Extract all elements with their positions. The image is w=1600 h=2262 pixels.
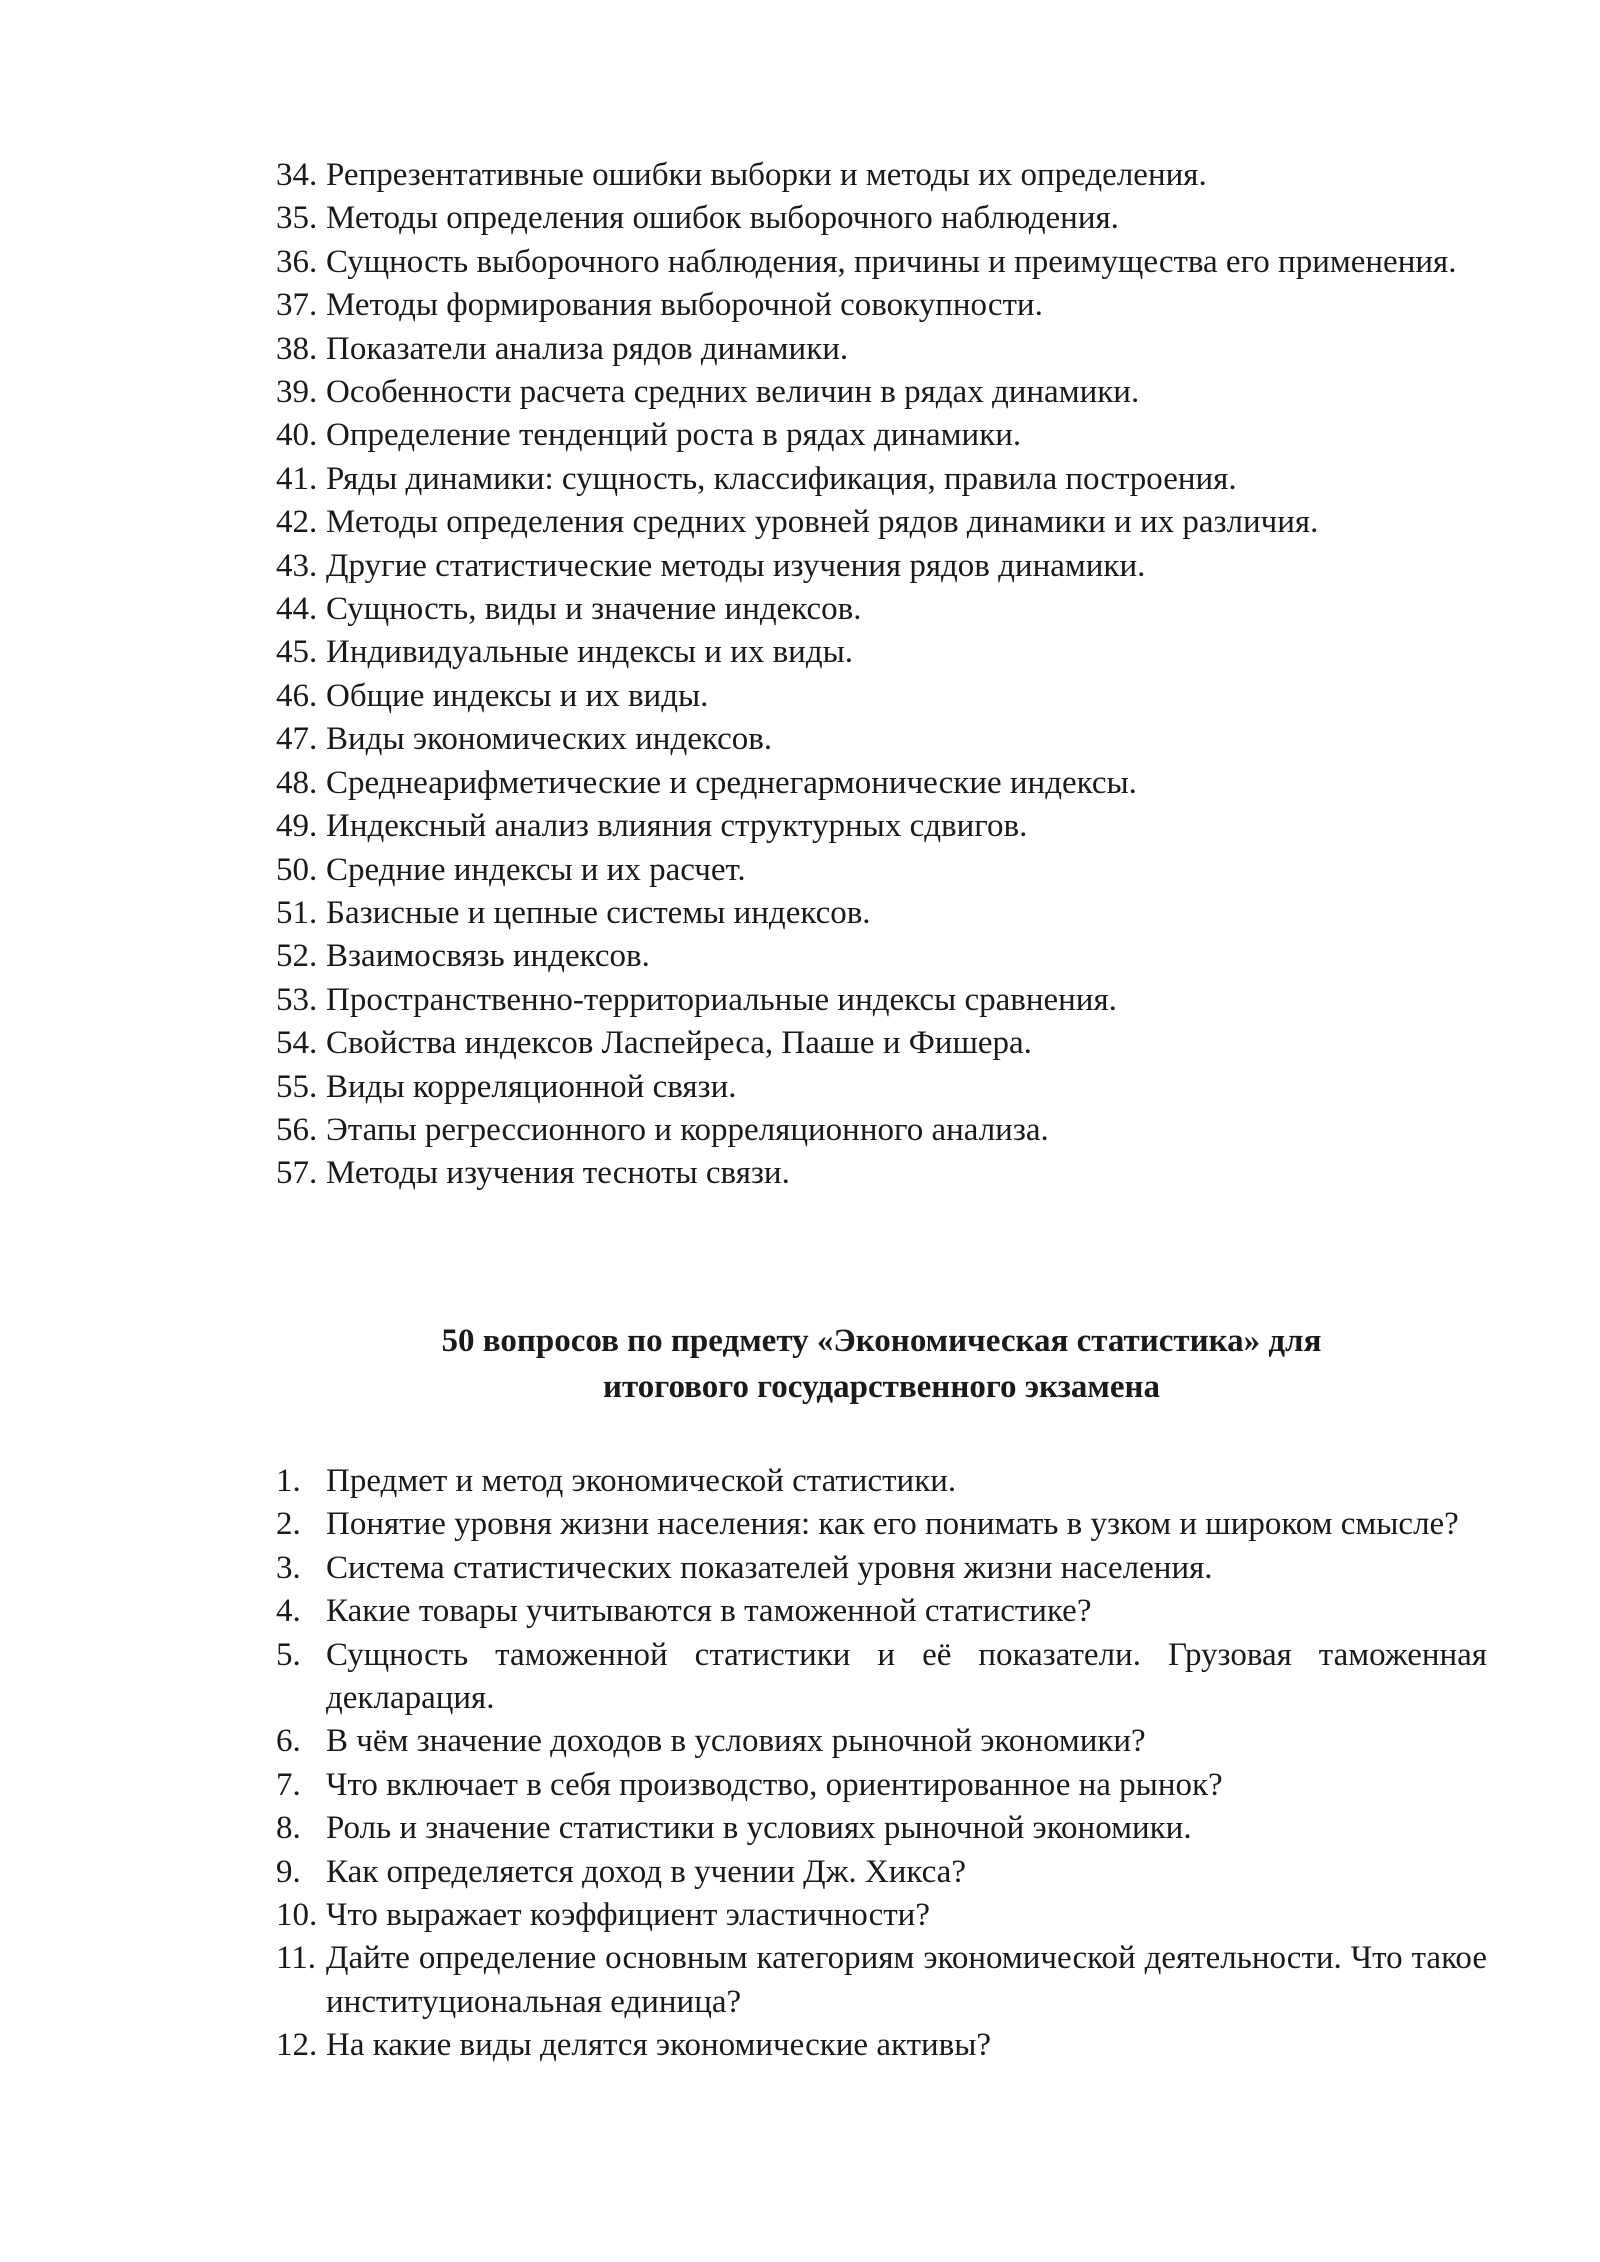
list-item-text: Что включает в себя производство, ориентированное на рынок? <box>326 1766 1223 1803</box>
list-item-text: Методы определения средних уровней рядов динамики и их различия. <box>326 504 1319 541</box>
list-item <box>276 675 1487 718</box>
list-item-number: 11. <box>276 1940 317 1977</box>
list-item-text: Сущность таможенной статистики и её показатели. Грузовая таможенная декларация. <box>326 1636 1487 1717</box>
list-item-text: Ряды динамики: сущность, классификация, правила построения. <box>326 460 1237 497</box>
list-item-text: Базисные и цепные системы индексов. <box>326 894 871 931</box>
list-item <box>276 1022 1487 1065</box>
list-item <box>276 328 1487 371</box>
list-item <box>276 1720 1487 1763</box>
list-item-text: Средние индексы и их расчет. <box>326 851 746 888</box>
list-item-text: Пространственно-территориальные индексы сравнения. <box>326 981 1117 1018</box>
list-item-number: 44. <box>276 591 318 628</box>
list-item <box>276 1937 1487 2024</box>
list-item-number: 7. <box>276 1766 301 1803</box>
list-item-number: 40. <box>276 417 318 454</box>
list-item-text: Какие товары учитываются в таможенной статистике? <box>326 1593 1092 1630</box>
list-item <box>276 762 1487 805</box>
list-item-number: 8. <box>276 1810 301 1847</box>
list-item <box>276 1066 1487 1109</box>
list-item-text: Среднеарифметические и среднегармонические индексы. <box>326 764 1137 801</box>
list-item <box>276 935 1487 978</box>
list-item-number: 50. <box>276 851 318 888</box>
list-item-text: Предмет и метод экономической статистики. <box>326 1463 957 1499</box>
question-list-statistics-theory <box>276 154 1487 1196</box>
list-item-text: Что выражает коэффициент эластичности? <box>326 1897 930 1934</box>
list-item <box>276 458 1487 501</box>
list-item <box>276 1894 1487 1937</box>
section-heading-line-1: 50 вопросов по предмету «Экономическая статистика» для <box>441 1323 1322 1359</box>
list-item-number: 49. <box>276 808 318 845</box>
list-item <box>276 2024 1487 2067</box>
list-item-number: 43. <box>276 547 318 584</box>
list-item-number: 38. <box>276 330 318 367</box>
list-item <box>276 414 1487 457</box>
question-list-economic-statistics <box>276 1460 1487 2068</box>
list-item-number: 54. <box>276 1025 318 1062</box>
list-item-text: Общие индексы и их виды. <box>326 677 709 714</box>
list-item-text: Дайте определение основным категориям экономической деятельности. Что такое институциональная единица? <box>326 1940 1487 2020</box>
list-item-text: Как определяется доход в учении Дж. Хикса? <box>326 1853 966 1890</box>
list-item-number: 48. <box>276 764 318 801</box>
list-item-number: 47. <box>276 721 318 758</box>
list-item-number: 52. <box>276 938 318 975</box>
list-item <box>276 1152 1487 1195</box>
list-item-text: Репрезентативные ошибки выборки и методы их определения. <box>326 157 1207 193</box>
list-item-number: 42. <box>276 504 318 541</box>
list-item-text: Индивидуальные индексы и их виды. <box>326 634 854 671</box>
list-item-text: Свойства индексов Ласпейреса, Пааше и Фишера. <box>326 1025 1032 1062</box>
list-item-number: 57. <box>276 1155 318 1192</box>
list-item <box>276 1590 1487 1633</box>
list-item-text: Виды экономических индексов. <box>326 721 773 758</box>
list-item-number: 1. <box>276 1463 301 1499</box>
list-item-text: На какие виды делятся экономические активы? <box>326 2027 992 2064</box>
list-item-number: 12. <box>276 2027 318 2064</box>
list-item <box>276 1807 1487 1850</box>
list-item-number: 37. <box>276 287 318 324</box>
section-heading-line-2: итогового государственного экзамена <box>603 1369 1160 1405</box>
list-item <box>276 979 1487 1022</box>
list-item-number: 46. <box>276 677 318 714</box>
list-item-number: 6. <box>276 1723 301 1760</box>
list-item <box>276 588 1487 631</box>
list-item <box>276 197 1487 240</box>
list-item <box>276 631 1487 674</box>
list-item-text: Система статистических показателей уровня жизни населения. <box>326 1549 1213 1586</box>
list-item <box>276 892 1487 935</box>
list-item-text: В чём значение доходов в условиях рыночной экономики? <box>326 1723 1146 1760</box>
list-item-text: Роль и значение статистики в условиях рыночной экономики. <box>326 1810 1192 1847</box>
list-item <box>276 718 1487 761</box>
list-item-number: 34. <box>276 157 318 193</box>
list-item-number: 55. <box>276 1068 318 1105</box>
list-item <box>276 501 1487 544</box>
list-item-number: 53. <box>276 981 318 1018</box>
list-item-text: Методы определения ошибок выборочного наблюдения. <box>326 200 1119 237</box>
list-item <box>276 545 1487 588</box>
section-heading <box>276 1318 1487 1410</box>
list-item-text: Виды корреляционной связи. <box>326 1068 737 1105</box>
list-item-number: 56. <box>276 1111 318 1148</box>
list-item-number: 9. <box>276 1853 301 1890</box>
list-item <box>276 154 1487 197</box>
list-item-number: 5. <box>276 1636 301 1673</box>
list-item-text: Этапы регрессионного и корреляционного анализа. <box>326 1111 1049 1148</box>
list-item <box>276 284 1487 327</box>
list-item <box>276 371 1487 414</box>
list-item <box>276 1547 1487 1590</box>
list-item-text: Другие статистические методы изучения рядов динамики. <box>326 547 1146 584</box>
list-item <box>276 241 1487 284</box>
list-item-text: Методы формирования выборочной совокупности. <box>326 287 1043 324</box>
list-item-number: 45. <box>276 634 318 671</box>
list-item <box>276 1109 1487 1152</box>
list-item-number: 39. <box>276 374 318 411</box>
list-item-text: Методы изучения тесноты связи. <box>326 1155 790 1192</box>
list-item-text: Сущность выборочного наблюдения, причины и преимущества его применения. <box>326 243 1457 280</box>
list-item <box>276 1460 1487 1503</box>
list-item-number: 35. <box>276 200 318 237</box>
list-item-text: Понятие уровня жизни населения: как его понимать в узком и широком смысле? <box>326 1506 1459 1543</box>
list-item <box>276 849 1487 892</box>
list-item-number: 4. <box>276 1593 301 1630</box>
list-item-text: Определение тенденций роста в рядах динамики. <box>326 417 1022 454</box>
list-item-text: Особенности расчета средних величин в рядах динамики. <box>326 374 1140 411</box>
list-item <box>276 1503 1487 1546</box>
list-item-number: 10. <box>276 1897 318 1934</box>
list-item-text: Показатели анализа рядов динамики. <box>326 330 849 367</box>
list-item-text: Индексный анализ влияния структурных сдвигов. <box>326 808 1028 845</box>
list-item-number: 51. <box>276 894 318 931</box>
list-item-number: 41. <box>276 460 318 497</box>
list-item-text: Взаимосвязь индексов. <box>326 938 650 975</box>
list-item <box>276 805 1487 848</box>
list-item <box>276 1764 1487 1807</box>
list-item-text: Сущность, виды и значение индексов. <box>326 591 862 628</box>
list-item-number: 36. <box>276 243 318 280</box>
list-item <box>276 1634 1487 1721</box>
list-item <box>276 1851 1487 1894</box>
list-item-number: 2. <box>276 1506 301 1543</box>
list-item-number: 3. <box>276 1549 301 1586</box>
